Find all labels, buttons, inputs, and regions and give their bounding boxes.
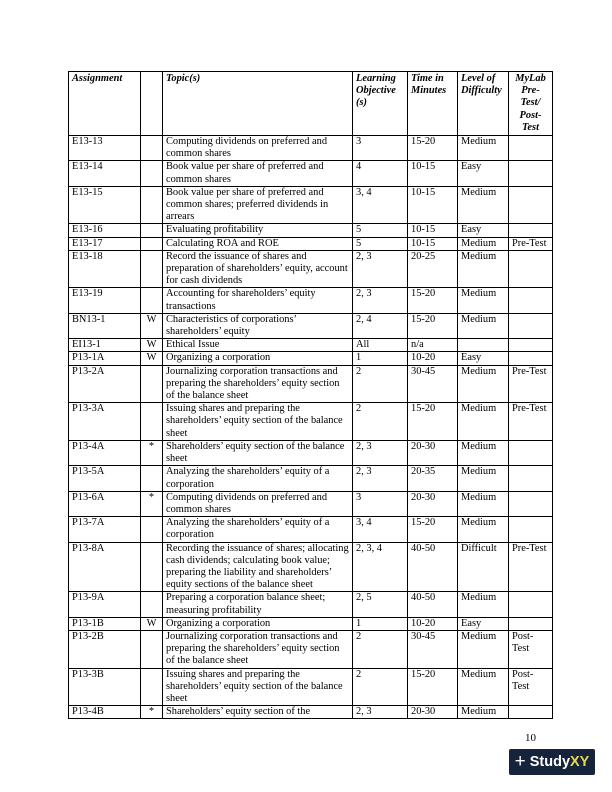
table-row [69, 403, 553, 441]
cell-learning-objective: 2 [353, 630, 408, 668]
studyxy-logo [509, 749, 595, 775]
table-row [69, 237, 553, 250]
table-row [69, 440, 553, 465]
cell-difficulty: Medium [458, 630, 509, 668]
cell-mark: W [141, 352, 163, 365]
cell-mylab [509, 466, 553, 491]
cell-time: 20-35 [408, 466, 458, 491]
cell-mark [141, 542, 163, 592]
table-row [69, 617, 553, 630]
header-topics: Topic(s) [163, 72, 353, 136]
cell-topic: Computing dividends on preferred and common shares [163, 491, 353, 516]
cell-difficulty: Easy [458, 617, 509, 630]
cell-topic: Record the issuance of shares and preparation of shareholders’ equity, account for cash dividends [163, 250, 353, 288]
cell-mark [141, 592, 163, 617]
cell-topic: Accounting for shareholders’ equity transactions [163, 288, 353, 313]
cell-mylab: Post-Test [509, 630, 553, 668]
table-row [69, 542, 553, 592]
cell-mylab [509, 352, 553, 365]
cell-difficulty: Medium [458, 466, 509, 491]
cell-assignment: P13-2A [69, 365, 141, 403]
cell-difficulty: Medium [458, 186, 509, 224]
cell-mark [141, 186, 163, 224]
cell-difficulty: Easy [458, 224, 509, 237]
cell-assignment: E13-15 [69, 186, 141, 224]
cell-mark: W [141, 313, 163, 338]
cell-difficulty: Medium [458, 403, 509, 441]
cell-assignment: E13-13 [69, 136, 141, 161]
cell-assignment: P13-8A [69, 542, 141, 592]
cell-topic: Characteristics of corporations’ shareholders’ equity [163, 313, 353, 338]
cell-learning-objective: 1 [353, 352, 408, 365]
cell-difficulty: Medium [458, 706, 509, 719]
cell-learning-objective: 2, 3 [353, 250, 408, 288]
cell-difficulty [458, 339, 509, 352]
cell-mylab [509, 706, 553, 719]
cell-learning-objective: 2, 3 [353, 466, 408, 491]
table-row [69, 288, 553, 313]
cell-mylab [509, 517, 553, 542]
cell-topic: Computing dividends on preferred and common shares [163, 136, 353, 161]
table-row [69, 339, 553, 352]
table-row [69, 630, 553, 668]
table-row [69, 706, 553, 719]
cell-topic: Analyzing the shareholders’ equity of a corporation [163, 517, 353, 542]
cell-mylab [509, 491, 553, 516]
cell-topic: Book value per share of preferred and common shares; preferred dividends in arrears [163, 186, 353, 224]
cell-time: 20-30 [408, 491, 458, 516]
cell-learning-objective: 3 [353, 136, 408, 161]
cell-assignment: P13-9A [69, 592, 141, 617]
table-row [69, 668, 553, 706]
cell-difficulty: Medium [458, 250, 509, 288]
cell-assignment: P13-1B [69, 617, 141, 630]
cell-mark [141, 161, 163, 186]
cell-time: 30-45 [408, 365, 458, 403]
header-time: Time in Minutes [408, 72, 458, 136]
cell-topic: Analyzing the shareholders’ equity of a corporation [163, 466, 353, 491]
table-body [69, 136, 553, 719]
cell-mark [141, 237, 163, 250]
cell-learning-objective: 2 [353, 365, 408, 403]
cell-mylab [509, 224, 553, 237]
cell-assignment: P13-2B [69, 630, 141, 668]
cell-mylab [509, 186, 553, 224]
cell-assignment: E13-19 [69, 288, 141, 313]
cell-topic: Evaluating profitability [163, 224, 353, 237]
header-learning-objective: Learning Objective (s) [353, 72, 408, 136]
table-row [69, 250, 553, 288]
cell-topic: Issuing shares and preparing the shareholders’ equity section of the balance sheet [163, 403, 353, 441]
header-assignment: Assignment [69, 72, 141, 136]
cell-difficulty: Medium [458, 668, 509, 706]
cell-difficulty: Medium [458, 491, 509, 516]
table-header-row [69, 72, 553, 136]
cell-time: 15-20 [408, 136, 458, 161]
cell-assignment: P13-3B [69, 668, 141, 706]
table-row [69, 365, 553, 403]
table-row [69, 186, 553, 224]
cell-mark: * [141, 706, 163, 719]
cell-assignment: E13-14 [69, 161, 141, 186]
cell-mylab [509, 136, 553, 161]
table-row [69, 592, 553, 617]
cell-mark [141, 365, 163, 403]
cell-time: 30-45 [408, 630, 458, 668]
cell-time: n/a [408, 339, 458, 352]
cell-assignment: E13-18 [69, 250, 141, 288]
cell-topic: Ethical Issue [163, 339, 353, 352]
cell-mark: * [141, 440, 163, 465]
cell-topic: Organizing a corporation [163, 352, 353, 365]
cell-mark [141, 250, 163, 288]
cell-difficulty: Medium [458, 237, 509, 250]
cell-time: 10-20 [408, 352, 458, 365]
cell-mark: * [141, 491, 163, 516]
assignment-table [68, 71, 553, 719]
cell-assignment: EI13-1 [69, 339, 141, 352]
cell-difficulty: Medium [458, 313, 509, 338]
table-row [69, 491, 553, 516]
cell-assignment: BN13-1 [69, 313, 141, 338]
cell-difficulty: Medium [458, 288, 509, 313]
cell-time: 40-50 [408, 592, 458, 617]
cell-time: 15-20 [408, 403, 458, 441]
cell-learning-objective: 5 [353, 224, 408, 237]
cell-assignment: E13-16 [69, 224, 141, 237]
page-number: 10 [525, 732, 536, 744]
cell-mark [141, 668, 163, 706]
cell-mylab [509, 339, 553, 352]
table-row [69, 136, 553, 161]
cell-time: 40-50 [408, 542, 458, 592]
cell-topic: Preparing a corporation balance sheet; measuring profitability [163, 592, 353, 617]
cell-learning-objective: 2 [353, 403, 408, 441]
cell-topic: Shareholders’ equity section of the [163, 706, 353, 719]
cell-mylab: Pre-Test [509, 403, 553, 441]
header-mylab: MyLab Pre-Test/ Post-Test [509, 72, 553, 136]
cell-mark [141, 224, 163, 237]
cell-time: 10-15 [408, 237, 458, 250]
cell-mark: W [141, 339, 163, 352]
cell-mylab [509, 161, 553, 186]
cell-time: 10-15 [408, 186, 458, 224]
cell-learning-objective: 3, 4 [353, 186, 408, 224]
cell-mark [141, 466, 163, 491]
cell-assignment: P13-1A [69, 352, 141, 365]
cell-mylab: Post-Test [509, 668, 553, 706]
cell-difficulty: Easy [458, 161, 509, 186]
cell-learning-objective: 3, 4 [353, 517, 408, 542]
cell-time: 20-30 [408, 440, 458, 465]
cell-time: 10-20 [408, 617, 458, 630]
cell-difficulty: Medium [458, 365, 509, 403]
cell-mylab [509, 592, 553, 617]
cell-mylab: Pre-Test [509, 542, 553, 592]
cell-learning-objective: 4 [353, 161, 408, 186]
table-row [69, 313, 553, 338]
cell-topic: Journalizing corporation transactions and preparing the shareholders’ equity section of the balance sheet [163, 365, 353, 403]
cell-assignment: E13-17 [69, 237, 141, 250]
cell-assignment: P13-4B [69, 706, 141, 719]
cell-assignment: P13-5A [69, 466, 141, 491]
cell-learning-objective: 5 [353, 237, 408, 250]
cell-difficulty: Medium [458, 136, 509, 161]
cell-learning-objective: 2, 5 [353, 592, 408, 617]
cell-topic: Shareholders’ equity section of the balance sheet [163, 440, 353, 465]
logo-accent: XY [570, 754, 590, 770]
table-row [69, 517, 553, 542]
cell-time: 10-15 [408, 161, 458, 186]
cell-assignment: P13-4A [69, 440, 141, 465]
cell-time: 20-25 [408, 250, 458, 288]
cell-time: 15-20 [408, 517, 458, 542]
cell-learning-objective: All [353, 339, 408, 352]
cell-learning-objective: 1 [353, 617, 408, 630]
cell-mylab: Pre-Test [509, 365, 553, 403]
cell-time: 10-15 [408, 224, 458, 237]
cell-learning-objective: 3 [353, 491, 408, 516]
cell-time: 20-30 [408, 706, 458, 719]
cell-mark [141, 403, 163, 441]
cell-difficulty: Medium [458, 592, 509, 617]
cell-mylab: Pre-Test [509, 237, 553, 250]
plus-icon: + [514, 750, 526, 772]
logo-text [530, 754, 590, 770]
cell-learning-objective: 2, 4 [353, 313, 408, 338]
table-row [69, 466, 553, 491]
cell-topic: Recording the issuance of shares; allocating cash dividends; calculating book value; preparing the liability and shareholders’ equity sections of the balance sheet [163, 542, 353, 592]
cell-assignment: P13-3A [69, 403, 141, 441]
cell-topic: Calculating ROA and ROE [163, 237, 353, 250]
header-mark [141, 72, 163, 136]
cell-mylab [509, 617, 553, 630]
cell-mylab [509, 313, 553, 338]
cell-topic: Organizing a corporation [163, 617, 353, 630]
cell-mark [141, 136, 163, 161]
cell-time: 15-20 [408, 668, 458, 706]
table-row [69, 352, 553, 365]
cell-difficulty: Easy [458, 352, 509, 365]
cell-topic: Book value per share of preferred and common shares [163, 161, 353, 186]
cell-time: 15-20 [408, 313, 458, 338]
cell-mylab [509, 440, 553, 465]
cell-learning-objective: 2, 3 [353, 288, 408, 313]
cell-mylab [509, 288, 553, 313]
cell-learning-objective: 2 [353, 668, 408, 706]
cell-mark [141, 517, 163, 542]
cell-time: 15-20 [408, 288, 458, 313]
cell-learning-objective: 2, 3, 4 [353, 542, 408, 592]
table-row [69, 224, 553, 237]
cell-mark [141, 288, 163, 313]
cell-mark [141, 630, 163, 668]
cell-assignment: P13-7A [69, 517, 141, 542]
cell-difficulty: Medium [458, 440, 509, 465]
cell-difficulty: Medium [458, 517, 509, 542]
cell-mark: W [141, 617, 163, 630]
cell-difficulty: Difficult [458, 542, 509, 592]
cell-learning-objective: 2, 3 [353, 440, 408, 465]
cell-topic: Issuing shares and preparing the shareholders’ equity section of the balance sheet [163, 668, 353, 706]
cell-assignment: P13-6A [69, 491, 141, 516]
header-difficulty: Level of Difficulty [458, 72, 509, 136]
cell-topic: Journalizing corporation transactions and preparing the shareholders’ equity section of the balance sheet [163, 630, 353, 668]
table-row [69, 161, 553, 186]
cell-learning-objective: 2, 3 [353, 706, 408, 719]
cell-mylab [509, 250, 553, 288]
logo-brand: Study [529, 754, 571, 770]
